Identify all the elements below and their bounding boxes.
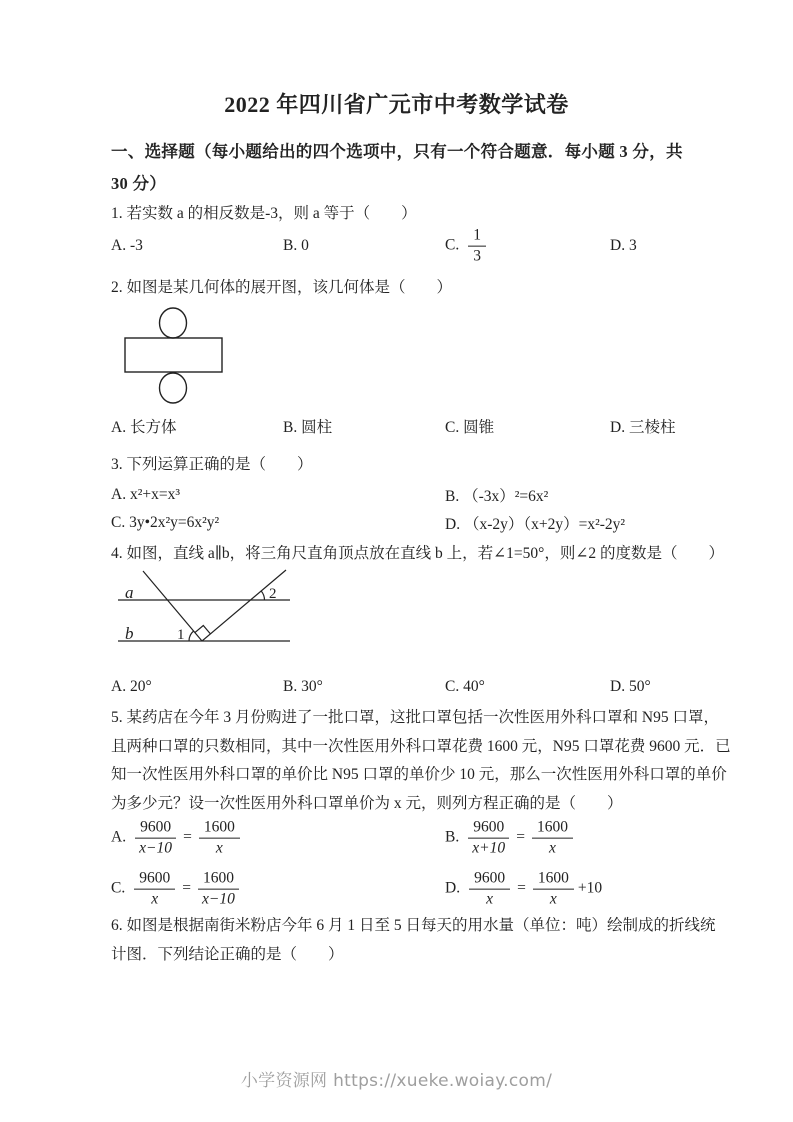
q5-option-a-rhs-fraction bbox=[199, 819, 240, 858]
q5-option-d-equals: = bbox=[517, 880, 526, 897]
question-5-options-row1 bbox=[0, 815, 793, 861]
question-3-text: 3. 下列运算正确的是（ ） bbox=[111, 456, 313, 473]
q5-option-a-lhs-denominator: x−10 bbox=[139, 840, 172, 857]
q5-option-b-lhs-fraction bbox=[468, 819, 509, 858]
footer-watermark: 小学资源网 https://xueke.woiay.com/ bbox=[240, 1071, 553, 1091]
right-angle-mark bbox=[195, 626, 211, 634]
q5-option-a bbox=[111, 819, 240, 858]
q5-option-a-label: A. bbox=[111, 829, 127, 846]
q5-option-d-suffix: +10 bbox=[577, 880, 603, 897]
q5-option-d-rhs-denominator: x bbox=[549, 891, 557, 908]
triangle-right-side bbox=[202, 570, 286, 641]
q1-option-c-denominator: 3 bbox=[473, 248, 481, 265]
q5-option-b-rhs-denominator: x bbox=[549, 840, 556, 857]
question-2-text: 2. 如图是某几何体的展开图，该几何体是（ ） bbox=[111, 279, 453, 296]
q4-option-d: D. 50° bbox=[610, 678, 651, 695]
angle-1-label: 1 bbox=[177, 627, 185, 643]
question-3-options-row1 bbox=[0, 483, 793, 507]
cylinder-net-rectangle bbox=[125, 338, 222, 372]
angle-2-arc bbox=[261, 591, 264, 600]
q5-option-c-rhs-fraction bbox=[198, 870, 239, 909]
q5-option-c bbox=[111, 870, 239, 909]
q2-option-b: B. 圆柱 bbox=[283, 419, 333, 436]
q5-option-a-lhs-fraction bbox=[135, 819, 176, 858]
q1-option-d: D. 3 bbox=[610, 237, 637, 254]
q5-option-a-rhs-numerator: 1600 bbox=[199, 819, 240, 839]
q5-option-d-label: D. bbox=[445, 880, 461, 897]
q5-option-b-lhs-denominator: x+10 bbox=[472, 840, 506, 857]
q5-option-c-rhs-denominator: x−10 bbox=[202, 891, 235, 908]
q2-option-a: A. 长方体 bbox=[111, 419, 177, 436]
q5-option-d-rhs-numerator: 1600 bbox=[533, 870, 574, 890]
angle-1-arc bbox=[189, 631, 194, 641]
q5-option-b-equals: = bbox=[516, 829, 525, 846]
q5-option-c-lhs-denominator: x bbox=[151, 891, 159, 908]
q5-option-b-rhs-numerator: 1600 bbox=[532, 819, 573, 839]
question-1-options bbox=[0, 224, 793, 268]
question-1-text: 1. 若实数 a 的相反数是-3，则 a 等于（ ） bbox=[111, 205, 417, 222]
line-b-label: b bbox=[125, 624, 134, 643]
q3-option-a: A. x²+x=x³ bbox=[111, 486, 180, 503]
angle-2-label: 2 bbox=[269, 586, 277, 602]
triangle-left-side bbox=[143, 571, 202, 641]
parallel-lines-figure bbox=[85, 558, 315, 673]
q3-option-d: D. （x-2y）（x+2y）=x²-2y² bbox=[445, 516, 626, 533]
q5-option-d-rhs-fraction bbox=[533, 870, 574, 909]
q1-option-a: A. -3 bbox=[111, 237, 143, 254]
q5-option-a-lhs-numerator: 9600 bbox=[135, 819, 176, 839]
line-a-label: a bbox=[125, 583, 134, 602]
q5-text-line2: 且两种口罩的只数相同，其中一次性医用外科口罩花费 1600 元，N95 口罩花费 9600 元．已 bbox=[111, 737, 731, 755]
q5-option-c-label: C. bbox=[111, 880, 126, 897]
cylinder-net-bottom-circle bbox=[160, 373, 187, 403]
q1-option-c-label: C. bbox=[445, 237, 460, 254]
section-header-line2: 30 分） bbox=[111, 174, 167, 193]
q2-option-c: C. 圆锥 bbox=[445, 419, 495, 436]
q5-option-d-lhs-fraction bbox=[469, 870, 510, 909]
q4-option-c: C. 40° bbox=[445, 678, 485, 695]
q5-text-line3: 知一次性医用外科口罩的单价比 N95 口罩的单价少 10 元，那么一次性医用外科口罩的单价 bbox=[111, 766, 727, 784]
q6-text-line1: 6. 如图是根据南街米粉店今年 6 月 1 日至 5 日每天的用水量（单位：吨）绘制成的折线统 bbox=[111, 917, 716, 934]
q1-option-c-numerator: 1 bbox=[468, 227, 486, 247]
q5-option-a-rhs-denominator: x bbox=[215, 840, 223, 857]
page-title: 2022 年四川省广元市中考数学试卷 bbox=[224, 92, 569, 117]
q2-option-d: D. 三棱柱 bbox=[610, 419, 676, 436]
q5-text-line4: 为多少元？设一次性医用外科口罩单价为 x 元，则列方程正确的是（ ） bbox=[111, 794, 623, 812]
q1-option-c-fraction bbox=[468, 227, 486, 266]
q5-option-b-rhs-fraction bbox=[532, 819, 573, 858]
q5-option-d-lhs-denominator: x bbox=[486, 891, 494, 908]
q1-option-b: B. 0 bbox=[283, 237, 309, 254]
question-4-options bbox=[0, 675, 793, 699]
q4-option-a: A. 20° bbox=[111, 678, 152, 695]
q5-option-b bbox=[445, 819, 573, 858]
question-5-text bbox=[111, 704, 731, 818]
q5-option-c-lhs-numerator: 9600 bbox=[134, 870, 175, 890]
q3-option-b: B. （-3x）²=6x² bbox=[445, 488, 549, 505]
q5-option-b-label: B. bbox=[445, 829, 460, 846]
question-2-options bbox=[0, 414, 793, 438]
section-header-line1: 一、选择题（每小题给出的四个选项中，只有一个符合题意．每小题 3 分，共 bbox=[111, 142, 683, 161]
q5-text-line1: 5. 某药店在今年 3 月份购进了一批口罩，这批口罩包括一次性医用外科口罩和 N95 口罩， bbox=[111, 709, 719, 726]
question-5-options-row2 bbox=[0, 866, 793, 912]
q5-option-d-lhs-numerator: 9600 bbox=[469, 870, 510, 890]
q4-option-b: B. 30° bbox=[283, 678, 323, 695]
question-3-options-row2 bbox=[0, 511, 793, 535]
q1-option-c bbox=[445, 227, 486, 266]
question-6-text bbox=[111, 911, 716, 969]
q5-option-b-lhs-numerator: 9600 bbox=[468, 819, 509, 839]
q5-option-a-equals: = bbox=[183, 829, 192, 846]
cylinder-net-figure bbox=[120, 302, 232, 410]
q3-option-c: C. 3y•2x²y=6x²y² bbox=[111, 514, 220, 531]
q6-text-line2: 计图．下列结论正确的是（ ） bbox=[111, 946, 344, 963]
q5-option-c-lhs-fraction bbox=[134, 870, 175, 909]
cylinder-net-top-circle bbox=[160, 308, 187, 338]
question-4-text: 4. 如图，直线 a∥b，将三角尺直角顶点放在直线 b 上，若∠1=50°，则∠2 的度数是（ ） bbox=[111, 545, 724, 562]
q5-option-d bbox=[445, 870, 602, 909]
q5-option-c-equals: = bbox=[182, 880, 191, 897]
q5-option-c-rhs-numerator: 1600 bbox=[198, 870, 239, 890]
